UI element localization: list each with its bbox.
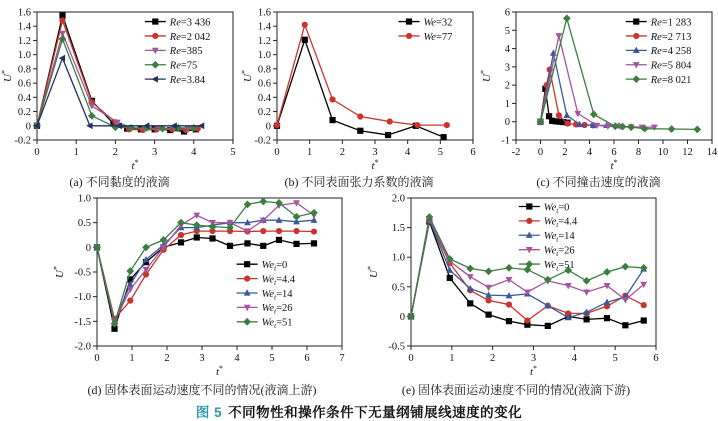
legend: [237, 260, 296, 330]
y-tick-label: 0.5: [77, 218, 91, 230]
y-tick-label: 0.6: [17, 78, 31, 90]
subplot-c-chart: [479, 2, 718, 174]
legend-label: $We_t=4.4$: [543, 216, 578, 230]
legend-label: Re=3 436: [169, 17, 211, 29]
y-tick-label: 0.4: [17, 92, 31, 104]
y-tick-label: 0.4: [257, 92, 271, 104]
y-tick-label: 0: [504, 117, 510, 129]
x-tick-label: 1: [306, 147, 312, 158]
y-tick-label: -1: [501, 135, 510, 147]
y-tick-label: -1.0: [74, 292, 91, 304]
x-tick-label: 6: [611, 147, 617, 158]
x-tick-label: 3: [199, 353, 205, 364]
subplot-e-chart: [366, 190, 666, 382]
x-tick-label: 6: [304, 353, 310, 364]
x-tick-label: 3: [530, 353, 537, 364]
subplot-row-bottom: [0, 190, 718, 397]
y-tick-label: 5: [504, 25, 510, 37]
x-tick-label: 4: [404, 147, 410, 158]
x-tick-label: 4: [571, 353, 577, 364]
y-tick-label: -2.0: [74, 341, 91, 353]
y-tick-label: 1.0: [391, 252, 405, 264]
series-Re-385: [34, 31, 192, 133]
x-tick-label: 0: [408, 353, 414, 364]
y-tick-label: 0.5: [391, 282, 405, 294]
legend-label: Re=1 283: [650, 17, 692, 29]
subplot-b: [240, 2, 479, 189]
y-tick-label: 1.0: [257, 50, 271, 62]
plot-frame: [97, 198, 342, 346]
x-tick-label: 2: [490, 353, 496, 364]
x-axis-label: t*: [131, 158, 139, 172]
x-tick-label: 4: [586, 147, 593, 158]
x-tick-label: 0: [273, 147, 280, 158]
legend-label: $We_t=0$: [261, 260, 288, 273]
y-tick-label: -0.5: [388, 341, 405, 353]
y-axis-label: U*: [479, 70, 493, 82]
legend: [145, 17, 211, 86]
legend-label: $We_t=26$: [261, 303, 293, 316]
y-tick-label: 3: [504, 62, 510, 74]
y-tick-label: 1: [504, 98, 510, 110]
y-tick-label: 0.6: [257, 78, 271, 90]
figure-caption-number: 图 5: [195, 405, 223, 420]
legend-label: Re=3.84: [169, 74, 206, 86]
figure-caption-text: 不同物性和操作条件下无量纲铺展线速度的变化: [228, 405, 523, 420]
y-tick-label: 6: [504, 7, 510, 19]
y-tick-label: -1.5: [74, 316, 91, 328]
subplot-row-top: [0, 0, 718, 189]
x-tick-label: 3: [151, 147, 158, 158]
legend-label: Re=5 804: [650, 60, 692, 72]
x-tick-label: 5: [612, 353, 618, 364]
x-tick-label: 4: [234, 353, 240, 364]
x-axis-label: t*: [370, 158, 379, 172]
y-tick-label: 0: [265, 121, 271, 133]
y-tick-label: -0.2: [253, 135, 271, 147]
legend: [398, 17, 452, 42]
legend-label: $We_t=51$: [261, 317, 293, 331]
subplot-d-caption: (d) 固体表面运动速度不同的情况(液滴上游): [87, 383, 317, 397]
y-tick-label: -0.5: [74, 267, 91, 279]
y-axis-label: U*: [239, 70, 254, 82]
y-tick-label: 1.2: [17, 35, 31, 47]
x-tick-label: 7: [339, 353, 345, 364]
legend-label: Re=4 258: [650, 46, 692, 58]
x-axis-label: t*: [610, 158, 618, 172]
legend-label: Re=8 021: [650, 74, 692, 86]
subplot-b-chart: [240, 2, 479, 174]
legend-label: $We_t=51$: [543, 259, 575, 273]
legend: [626, 17, 692, 86]
y-tick-label: 0.8: [17, 64, 31, 76]
subplot-c-caption: (c) 不同撞击速度的液滴: [536, 175, 661, 189]
subplot-d-chart: [52, 190, 352, 382]
x-tick-label: 3: [371, 147, 378, 158]
x-tick-label: 2: [562, 147, 568, 158]
subplot-d: [52, 190, 352, 397]
y-tick-label: 0.2: [17, 107, 31, 119]
subplot-a-caption: (a) 不同黏度的液滴: [69, 175, 170, 189]
legend-label: Re=385: [169, 46, 203, 58]
y-tick-label: 1.4: [17, 21, 31, 33]
x-tick-label: -2: [511, 147, 521, 158]
x-tick-label: 6: [653, 353, 659, 364]
x-tick-label: 0: [94, 353, 100, 364]
x-tick-label: 1: [449, 353, 455, 364]
y-tick-label: 1.4: [257, 21, 271, 33]
x-tick-label: 0: [34, 147, 40, 158]
subplot-e: [366, 190, 666, 397]
x-tick-label: 8: [635, 147, 642, 158]
x-tick-label: 2: [339, 147, 345, 158]
x-tick-label: 5: [437, 147, 443, 158]
x-tick-label: 5: [269, 353, 275, 364]
legend-label: Re=2 713: [650, 31, 692, 43]
y-tick-label: 1.2: [257, 35, 271, 47]
y-tick-label: 0: [25, 121, 31, 133]
y-tick-label: 1.6: [257, 7, 271, 19]
y-tick-label: 2.0: [391, 193, 405, 205]
subplot-c: [479, 2, 718, 189]
legend-label: We=77: [423, 31, 452, 43]
y-tick-label: 0: [399, 311, 405, 323]
subplot-e-caption: (e) 固体表面运动速度不同的情况(液滴下游): [401, 383, 631, 397]
y-tick-label: 0.8: [257, 64, 271, 76]
legend-label: Re=75: [169, 60, 198, 72]
x-axis-label: t*: [215, 364, 224, 378]
subplot-b-caption: (b) 不同表面张力系数的液滴: [284, 175, 434, 189]
y-tick-label: 1.5: [391, 223, 405, 235]
subplot-a: [0, 2, 239, 189]
legend-label: $We_t=4.4$: [261, 274, 296, 287]
x-axis-label: t*: [529, 364, 538, 378]
y-tick-label: 4: [504, 44, 510, 56]
x-tick-label: 14: [706, 147, 718, 158]
legend-label: $We_t=14$: [261, 288, 293, 302]
x-tick-label: 4: [191, 147, 197, 158]
y-axis-label: U*: [366, 266, 380, 278]
y-axis-label: U*: [0, 70, 14, 82]
legend-label: $We_t=14$: [543, 231, 575, 244]
subplot-a-chart: [0, 2, 239, 174]
legend-label: $We_t=0$: [543, 202, 570, 215]
legend-label: $We_t=26$: [543, 245, 575, 258]
x-tick-label: 5: [230, 147, 236, 158]
y-tick-label: 0.2: [257, 107, 271, 119]
x-tick-label: 12: [682, 147, 693, 158]
legend-label: Re=2 042: [169, 31, 211, 43]
y-tick-label: 1.6: [17, 7, 31, 19]
y-tick-label: 1.0: [17, 50, 31, 62]
x-tick-label: 1: [73, 147, 79, 158]
x-tick-label: 2: [164, 353, 170, 364]
x-tick-label: 2: [112, 147, 119, 158]
x-tick-label: 0: [537, 147, 544, 158]
y-tick-label: 0: [85, 242, 91, 254]
y-tick-label: -0.2: [14, 135, 31, 147]
y-axis-label: U*: [52, 266, 66, 278]
legend-label: We=32: [423, 17, 452, 29]
x-tick-label: 6: [469, 147, 476, 158]
y-tick-label: 1.0: [77, 193, 91, 205]
x-tick-label: 1: [129, 353, 135, 364]
figure-caption: [0, 401, 718, 421]
legend: [519, 202, 578, 272]
x-tick-label: 10: [657, 147, 669, 158]
y-tick-label: 2: [504, 80, 510, 92]
